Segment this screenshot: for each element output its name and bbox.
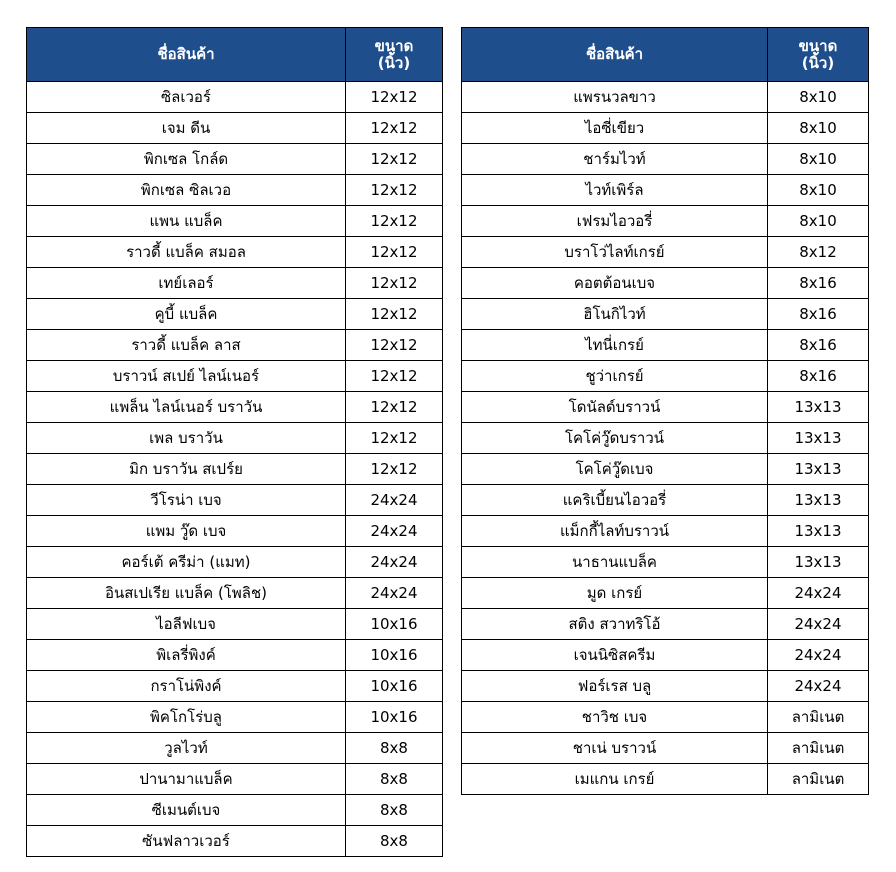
table-row (27, 330, 443, 361)
size-cell: 24x24 (346, 578, 443, 609)
product-name-cell: ซีเมนต์เบจ (27, 795, 346, 826)
size-cell: 24x24 (346, 547, 443, 578)
size-cell: 12x12 (346, 299, 443, 330)
product-name-cell: ไทนี่เกรย์ (462, 330, 768, 361)
product-name-cell: บราโว่ไลท์เกรย์ (462, 237, 768, 268)
product-name-cell: แคริเบี้ยนไอวอรี่ (462, 485, 768, 516)
product-name-cell: ซันฟลาวเวอร์ (27, 826, 346, 857)
table-row (27, 485, 443, 516)
table-row (27, 206, 443, 237)
product-name-cell: โดนัลด์บราวน์ (462, 392, 768, 423)
product-name-cell: ชาเน่ บราวน์ (462, 733, 768, 764)
table-row (462, 764, 869, 795)
product-name-cell: เฟรมไอวอรี่ (462, 206, 768, 237)
size-cell: 8x8 (346, 795, 443, 826)
table-row (462, 609, 869, 640)
size-cell: 10x16 (346, 609, 443, 640)
table-row (462, 330, 869, 361)
product-name-cell: วูลไวท์ (27, 733, 346, 764)
table-row (27, 671, 443, 702)
product-name-cell: โคโค่วู๊ดเบจ (462, 454, 768, 485)
size-cell: 24x24 (346, 485, 443, 516)
product-name-cell: ฟอร์เรส บลู (462, 671, 768, 702)
size-cell: 24x24 (346, 516, 443, 547)
size-cell: 13x13 (768, 547, 869, 578)
product-name-cell: เมแกน เกรย์ (462, 764, 768, 795)
size-cell: 8x16 (768, 299, 869, 330)
size-cell: 8x10 (768, 113, 869, 144)
product-name-cell: คูบี้ แบล็ค (27, 299, 346, 330)
size-cell: 12x12 (346, 330, 443, 361)
table-row (462, 299, 869, 330)
size-cell: 12x12 (346, 82, 443, 113)
size-cell: ลามิเนต (768, 764, 869, 795)
product-name-cell: แพรนวลขาว (462, 82, 768, 113)
column-header-name: ชื่อสินค้า (27, 28, 346, 82)
size-cell: 12x12 (346, 237, 443, 268)
product-name-cell: บราวน์ สเปย์ ไลน์เนอร์ (27, 361, 346, 392)
product-name-cell: ชาร์มไวท์ (462, 144, 768, 175)
column-header-size: ขนาด (นิ้ว) (346, 28, 443, 82)
product-name-cell: ชาวิช เบจ (462, 702, 768, 733)
table-row (462, 547, 869, 578)
size-cell: 13x13 (768, 516, 869, 547)
table-row (462, 578, 869, 609)
table-row (27, 516, 443, 547)
table-row (27, 423, 443, 454)
table-row (27, 392, 443, 423)
table-row (27, 702, 443, 733)
table-row (27, 609, 443, 640)
product-name-cell: ไอซี่เขียว (462, 113, 768, 144)
size-cell: 24x24 (768, 578, 869, 609)
product-name-cell: พิคโกโร่บลู (27, 702, 346, 733)
size-cell: 24x24 (768, 671, 869, 702)
column-header-name: ชื่อสินค้า (462, 28, 768, 82)
table-header-row (27, 28, 443, 82)
product-name-cell: ชูว่าเกรย์ (462, 361, 768, 392)
product-table-left (26, 27, 443, 857)
table-row (462, 671, 869, 702)
table-row (462, 516, 869, 547)
product-name-cell: มิก บราวัน สเปร์ย (27, 454, 346, 485)
table-row (462, 361, 869, 392)
size-cell: 12x12 (346, 392, 443, 423)
table-row (462, 640, 869, 671)
table-row (462, 485, 869, 516)
size-cell: 8x8 (346, 764, 443, 795)
product-name-cell: ปานามาแบล็ค (27, 764, 346, 795)
product-name-cell: สติง สวาทริโอ้ (462, 609, 768, 640)
size-cell: 12x12 (346, 144, 443, 175)
product-name-cell: ไอลีฟเบจ (27, 609, 346, 640)
table-row (462, 702, 869, 733)
size-cell: 8x8 (346, 733, 443, 764)
table-row (462, 206, 869, 237)
table-row (462, 454, 869, 485)
product-name-cell: ไวท์เพิร์ล (462, 175, 768, 206)
table-row (27, 144, 443, 175)
size-cell: 8x10 (768, 82, 869, 113)
table-row (27, 82, 443, 113)
product-name-cell: โคโค่วู๊ดบราวน์ (462, 423, 768, 454)
size-cell: 12x12 (346, 454, 443, 485)
table-row (462, 268, 869, 299)
size-cell: 13x13 (768, 423, 869, 454)
size-cell: 8x8 (346, 826, 443, 857)
table-row (27, 113, 443, 144)
table-row (462, 144, 869, 175)
table-header-row (462, 28, 869, 82)
size-cell: 8x10 (768, 144, 869, 175)
size-cell: 24x24 (768, 640, 869, 671)
product-name-cell: กราโน่พิงค์ (27, 671, 346, 702)
size-cell: 8x16 (768, 330, 869, 361)
size-cell: 24x24 (768, 609, 869, 640)
table-row (27, 795, 443, 826)
product-name-cell: วีโรน่า เบจ (27, 485, 346, 516)
product-name-cell: แม็กกี้ไลท์บราวน์ (462, 516, 768, 547)
table-row (27, 826, 443, 857)
product-name-cell: มูด เกรย์ (462, 578, 768, 609)
product-name-cell: เทย์เลอร์ (27, 268, 346, 299)
product-name-cell: เจม ดีน (27, 113, 346, 144)
column-header-size: ขนาด (นิ้ว) (768, 28, 869, 82)
size-cell: 12x12 (346, 423, 443, 454)
size-cell: ลามิเนต (768, 733, 869, 764)
table-row (462, 423, 869, 454)
product-name-cell: พิกเซล โกล์ด (27, 144, 346, 175)
size-cell: 10x16 (346, 671, 443, 702)
size-cell: 8x16 (768, 268, 869, 299)
product-name-cell: แพล็น ไลน์เนอร์ บราวัน (27, 392, 346, 423)
size-cell: 8x12 (768, 237, 869, 268)
product-name-cell: ซิลเวอร์ (27, 82, 346, 113)
product-name-cell: เจนนิซิสครีม (462, 640, 768, 671)
product-name-cell: ราวดี้ แบล็ค สมอล (27, 237, 346, 268)
table-row (27, 547, 443, 578)
product-name-cell: คอร์เต้ ครีม่า (แมท) (27, 547, 346, 578)
table-row (27, 361, 443, 392)
size-cell: 12x12 (346, 206, 443, 237)
size-cell: 12x12 (346, 268, 443, 299)
table-row (462, 237, 869, 268)
size-cell: 8x10 (768, 206, 869, 237)
table-row (462, 82, 869, 113)
table-row (27, 268, 443, 299)
product-name-cell: แพน แบล็ค (27, 206, 346, 237)
product-name-cell: เพล บราวัน (27, 423, 346, 454)
size-cell: 12x12 (346, 361, 443, 392)
table-row (27, 175, 443, 206)
product-name-cell: ราวดี้ แบล็ค ลาส (27, 330, 346, 361)
table-row (27, 299, 443, 330)
product-name-cell: พิเลรี่พิงค์ (27, 640, 346, 671)
size-cell: ลามิเนต (768, 702, 869, 733)
table-row (27, 454, 443, 485)
size-cell: 8x16 (768, 361, 869, 392)
table-row (462, 733, 869, 764)
table-row (462, 392, 869, 423)
table-row (27, 237, 443, 268)
size-cell: 13x13 (768, 454, 869, 485)
size-cell: 10x16 (346, 702, 443, 733)
product-name-cell: อินสเปเรีย แบล็ค (โพลิช) (27, 578, 346, 609)
table-row (27, 640, 443, 671)
size-cell: 12x12 (346, 113, 443, 144)
table-row (27, 733, 443, 764)
table-row (27, 578, 443, 609)
table-row (462, 175, 869, 206)
product-name-cell: พิกเซล ซิลเวอ (27, 175, 346, 206)
size-cell: 13x13 (768, 392, 869, 423)
product-name-cell: แพม วู๊ด เบจ (27, 516, 346, 547)
product-name-cell: คอตต้อนเบจ (462, 268, 768, 299)
table-row (462, 113, 869, 144)
product-name-cell: ฮิโนกิไวท์ (462, 299, 768, 330)
size-cell: 10x16 (346, 640, 443, 671)
size-cell: 8x10 (768, 175, 869, 206)
table-row (27, 764, 443, 795)
product-name-cell: นาธานแบล็ค (462, 547, 768, 578)
size-cell: 13x13 (768, 485, 869, 516)
size-cell: 12x12 (346, 175, 443, 206)
product-table-right (461, 27, 869, 795)
